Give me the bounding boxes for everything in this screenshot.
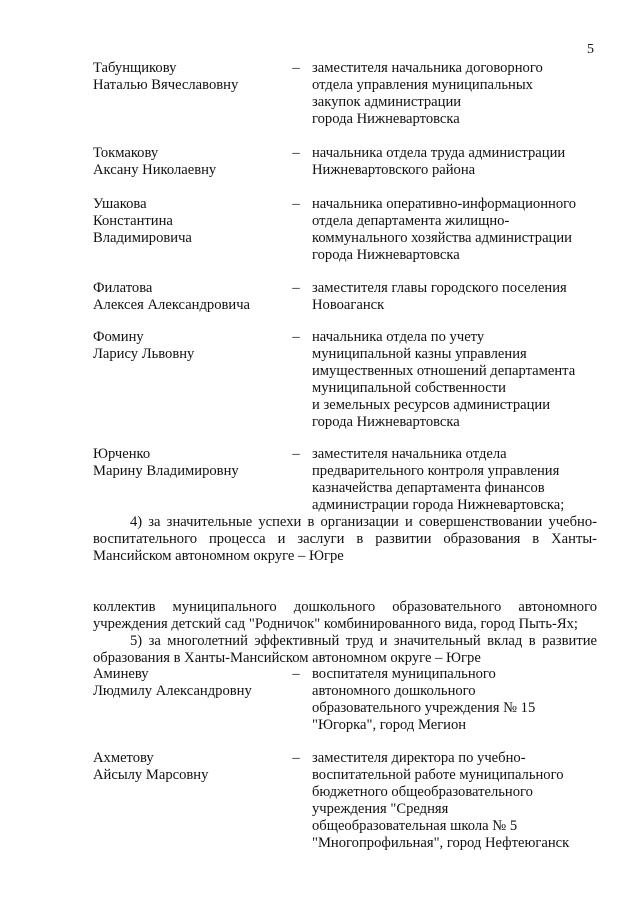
position-description [312,666,612,734]
surname: Ахметову [93,750,154,766]
dash: – [292,750,300,766]
position-line: заместителя начальника отдела [312,446,507,462]
position-line: начальника отдела труда администрации [312,145,566,161]
position-line: и земельных ресурсов администрации [312,397,551,413]
paragraph-line: воспитательного процесса и заслуги в развитии образования в Ханты- [93,531,597,547]
person-name [93,196,283,247]
position-line: бюджетного общеобразовательного [312,784,533,800]
position-line: заместителя главы городского поселения [312,280,567,296]
person-name [93,329,283,363]
surname: Токмакову [93,145,159,161]
position-line: коммунального хозяйства администрации [312,230,572,246]
position-description [312,60,612,128]
position-line: имущественных отношений департамента [312,363,576,379]
position-description [312,750,612,852]
position-line: начальника оперативно-информационного [312,196,577,212]
person-name [93,666,283,700]
position-line: автономного дошкольного [312,683,476,699]
dash: – [292,60,300,76]
dash: – [292,446,300,462]
position-line: города Нижневартовска [312,111,460,127]
dash: – [292,145,300,161]
given-names: Алексея Александровича [93,297,251,313]
paragraph-line: коллектив муниципального дошкольного образовательного автономного [93,599,597,615]
paragraph-line: 4) за значительные успехи в организации и совершенствовании учебно- [130,514,597,530]
dash: – [292,280,300,296]
position-line: отдела управления муниципальных [312,77,533,93]
position-description [312,446,612,514]
position-line: города Нижневартовска [312,414,460,430]
position-description [312,329,612,431]
paragraph-line: Мансийском автономном округе – Югре [93,548,344,564]
person-name [93,145,283,179]
surname: Ушакова [93,196,147,212]
position-description [312,196,612,264]
position-line: муниципальной собственности [312,380,506,396]
person-name [93,280,283,314]
given-names: Наталью Вячеславовну [93,77,239,93]
position-line: администрации города Нижневартовска; [312,497,565,513]
position-line: образовательного учреждения № 15 [312,700,536,716]
position-line: начальника отдела по учету [312,329,485,345]
position-line: отдела департамента жилищно- [312,213,510,229]
paragraph-item-5 [93,616,597,667]
given-names: Марину Владимировну [93,463,239,479]
position-line: "Югорка", город Мегион [312,717,467,733]
surname: Фомину [93,329,144,345]
surname: Филатова [93,280,153,296]
paragraph-line: учреждения детский сад "Родничок" комбинированного вида, город Пыть-Ях; [93,616,578,632]
given-names: Аксану Николаевну [93,162,217,178]
position-line: воспитателя муниципального [312,666,496,682]
given-names: Людмилу Александровну [93,683,252,699]
patronymic: Владимировича [93,230,192,246]
position-line: Нижневартовского района [312,162,476,178]
surname: Юрченко [93,446,151,462]
position-line: "Многопрофильная", город Нефтеюганск [312,835,570,851]
paragraph-item-4 [93,514,597,565]
given-names: Ларису Львовну [93,346,195,362]
position-line: заместителя директора по учебно- [312,750,526,766]
position-line: закупок администрации [312,94,462,110]
position-line: казначейства департамента финансов [312,480,545,496]
given-names: Айсылу Марсовну [93,767,209,783]
person-name [93,60,283,94]
position-line: общеобразовательная школа № 5 [312,818,518,834]
given-names: Константина [93,213,173,229]
person-name [93,446,283,480]
surname: Аминеву [93,666,149,682]
position-line: муниципальной казны управления [312,346,527,362]
dash: – [292,196,300,212]
paragraph-line: образования в Ханты-Мансийском автономном округе – Югре [93,650,481,666]
person-name [93,750,283,784]
position-description [312,145,612,179]
position-line: предварительного контроля управления [312,463,560,479]
surname: Табунщикову [93,60,177,76]
page-number: 5 [587,42,594,57]
paragraph-line: 5) за многолетний эффективный труд и значительный вклад в развитие [130,633,597,649]
position-description [312,280,612,314]
position-line: Новоаганск [312,297,385,313]
dash: – [292,329,300,345]
position-line: заместителя начальника договорного [312,60,543,76]
dash: – [292,666,300,682]
position-line: учреждения "Средняя [312,801,449,817]
position-line: города Нижневартовска [312,247,460,263]
position-line: воспитательной работе муниципального [312,767,564,783]
